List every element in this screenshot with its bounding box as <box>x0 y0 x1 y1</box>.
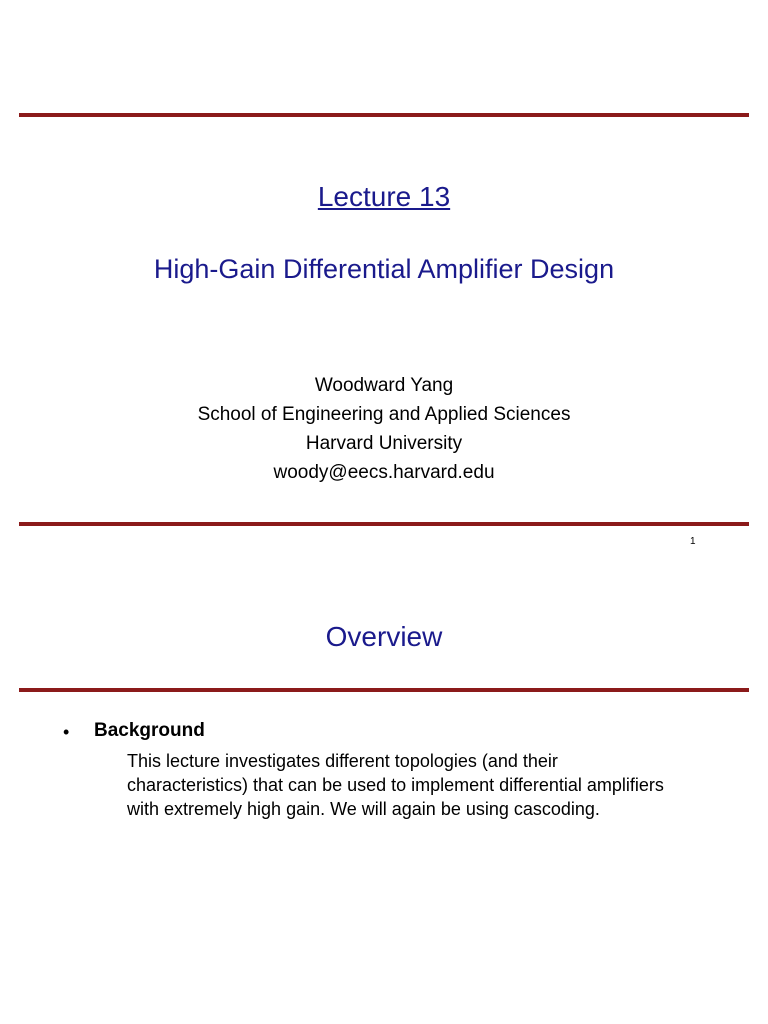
overview-title: Overview <box>325 621 443 652</box>
page-number: 1 <box>690 536 696 547</box>
slide-subtitle: High-Gain Differential Amplifier Design <box>153 254 615 284</box>
top-rule <box>19 113 749 117</box>
slide1-bottom-rule <box>19 522 749 526</box>
bullet-body <box>127 749 747 821</box>
author-email: woody@eecs.harvard.edu <box>273 462 495 483</box>
bullet-dot-icon: • <box>63 722 70 742</box>
author-name: Woodward Yang <box>314 375 454 396</box>
author-school: School of Engineering and Applied Sciences <box>197 404 571 425</box>
body-line-3: with extremely high gain. We will again be using cascoding. <box>127 799 600 819</box>
bullet-heading: Background <box>94 720 205 741</box>
author-block <box>0 371 768 487</box>
body-line-2: characteristics) that can be used to implement differential amplifiers <box>127 775 664 795</box>
body-line-1: This lecture investigates different topologies (and their <box>127 751 558 771</box>
lecture-title-block <box>0 181 768 213</box>
overview-rule <box>19 688 749 692</box>
lecture-title-link[interactable]: Lecture 13 <box>317 181 451 212</box>
author-university: Harvard University <box>305 433 463 454</box>
